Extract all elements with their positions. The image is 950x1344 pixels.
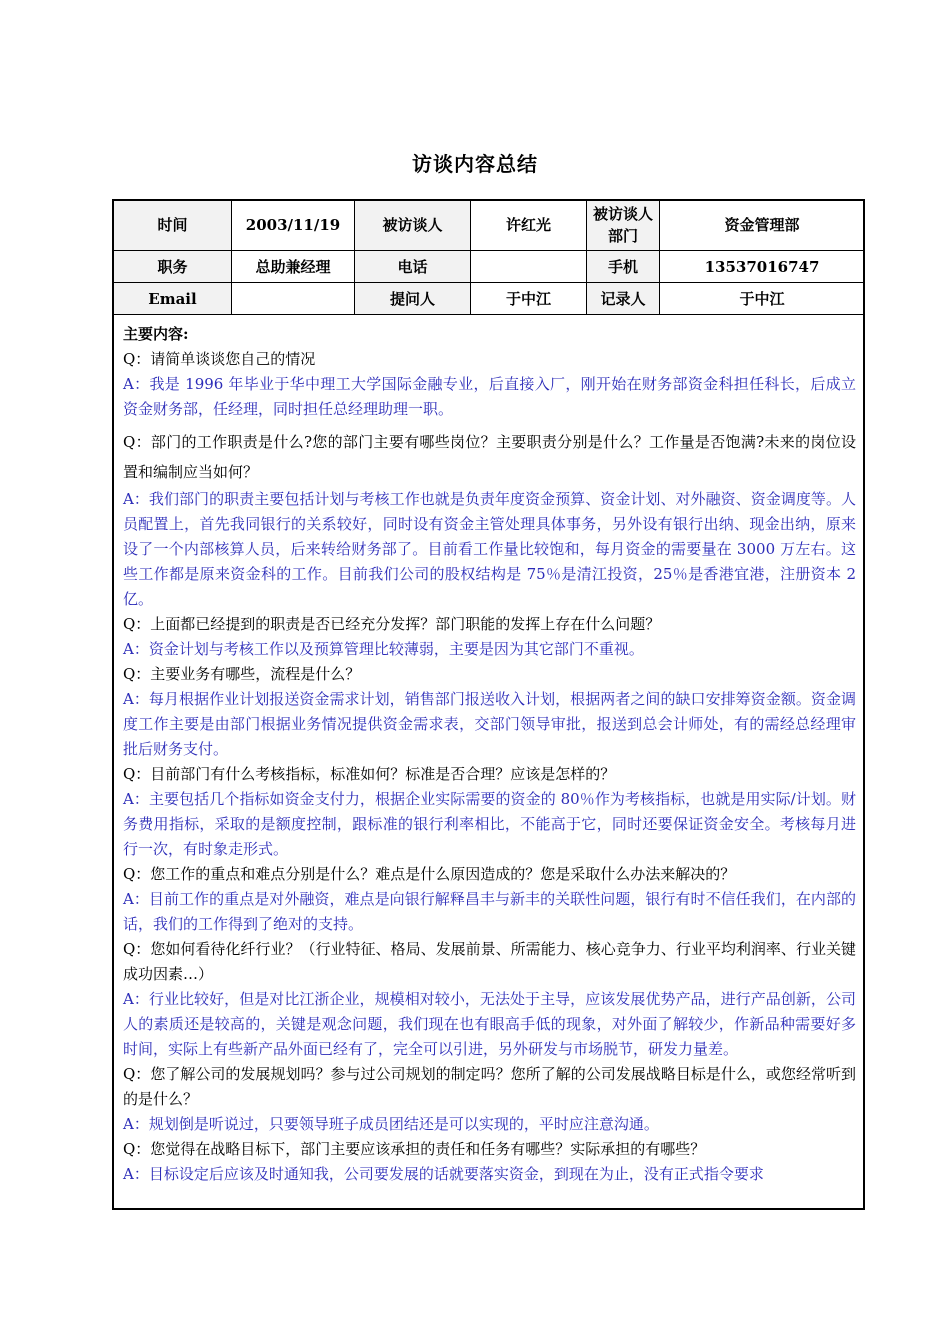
email-value [232,283,355,315]
question-1: Q：请简单谈谈您自己的情况 [123,350,316,368]
answer-7: A：行业比较好，但是对比江浙企业，规模相对较小，无法处于主导，应该发展优势产品，进行产品创新，公司人的素质还是较高的，关键是观念问题，我们现在也有眼高手低的现象，对外面了解较少，作新品种需要好多时间，实际上有些新产品外面已经有了，完全可以引进，另外研发与市场脱节，研发力量差。 [123,990,856,1058]
interviewee-value: 许红光 [471,200,587,251]
page-title: 访谈内容总结 [412,152,538,176]
phone-label: 电话 [355,251,471,283]
answer-4: A：每月根据作业计划报送资金需求计划，销售部门报送收入计划，根据两者之间的缺口安排筹资金额。资金调度工作主要是由部门根据业务情况提供资金需求表，交部门领导审批，报送到总会计师处，有的需经总经理审批后财务支付。 [123,690,856,758]
interview-info-table [113,199,865,315]
answer-9: A：目标设定后应该及时通知我，公司要发展的话就要落实资金，到现在为止，没有正式指令要求 [123,1165,764,1183]
question-9: Q：您觉得在战略目标下，部门主要应该承担的责任和任务有哪些？实际承担的有哪些？ [123,1140,706,1158]
question-2: Q：部门的工作职责是什么?您的部门主要有哪些岗位？主要职责分别是什么？工作量是否饱满?未来的岗位设置和编制应当如何？ [123,433,856,481]
asker-value: 于中江 [471,283,587,315]
asker-label: 提问人 [355,283,471,315]
answer-5: A：主要包括几个指标如资金支付力，根据企业实际需要的资金的 80％作为考核指标，也就是用实际/计划。财务费用指标，采取的是额度控制，跟标准的银行利率相比，不能高于它，同时还要保证资金安全。考核每月进行一次，有时象走形式。 [123,790,856,858]
position-value: 总助兼经理 [232,251,355,283]
email-label: Email [114,283,232,315]
dept-value: 资金管理部 [660,200,865,251]
content-heading: 主要内容: [123,325,189,343]
time-value: 2003/11/19 [232,200,355,251]
mobile-label: 手机 [587,251,660,283]
mobile-value: 13537016747 [660,251,865,283]
question-7: Q：您如何看待化纤行业？（行业特征、格局、发展前景、所需能力、核心竞争力、行业平均利润率、行业关键成功因素…） [123,940,856,983]
time-label: 时间 [114,200,232,251]
interview-content [123,322,856,1187]
question-3: Q：上面都已经提到的职责是否已经充分发挥？部门职能的发挥上存在什么问题？ [123,615,661,633]
question-5: Q：目前部门有什么考核指标，标准如何？标准是否合理？应该是怎样的？ [123,765,616,783]
recorder-label: 记录人 [587,283,660,315]
position-label: 职务 [114,251,232,283]
dept-label: 被访谈人部门 [587,200,660,251]
question-6: Q：您工作的重点和难点分别是什么？难点是什么原因造成的？您是采取什么办法来解决的？ [123,865,736,883]
answer-1: A：我是 1996 年毕业于华中理工大学国际金融专业，后直接入厂，刚开始在财务部资金科担任科长，后成立资金财务部，任经理，同时担任总经理助理一职。 [123,375,856,418]
answer-2: A：我们部门的职责主要包括计划与考核工作也就是负责年度资金预算、资金计划、对外融资、资金调度等。人员配置上，首先我同银行的关系较好，同时设有资金主管处理具体事务，另外设有银行出纳、现金出纳，原来设了一个内部核算人员，后来转给财务部了。目前看工作量比较饱和，每月资金的需要量在 3000 万左右。这些工作都是原来资金科的工作。目前我们公司的股权结构是 75％是清江投资，25％是香港宜港，注册资本 2 亿。 [123,490,856,608]
interviewee-label: 被访谈人 [355,200,471,251]
question-4: Q：主要业务有哪些，流程是什么？ [123,665,361,683]
answer-8: A：规划倒是听说过，只要领导班子成员团结还是可以实现的，平时应注意沟通。 [123,1115,659,1133]
answer-3: A：资金计划与考核工作以及预算管理比较薄弱，主要是因为其它部门不重视。 [123,640,644,658]
answer-6: A：目前工作的重点是对外融资，难点是向银行解释昌丰与新丰的关联性问题，银行有时不信任我们，在内部的话，我们的工作得到了绝对的支持。 [123,890,856,933]
recorder-value: 于中江 [660,283,865,315]
phone-value [471,251,587,283]
question-8: Q：您了解公司的发展规划吗？参与过公司规划的制定吗？您所了解的公司发展战略目标是什么，或您经常听到的是什么？ [123,1065,856,1108]
